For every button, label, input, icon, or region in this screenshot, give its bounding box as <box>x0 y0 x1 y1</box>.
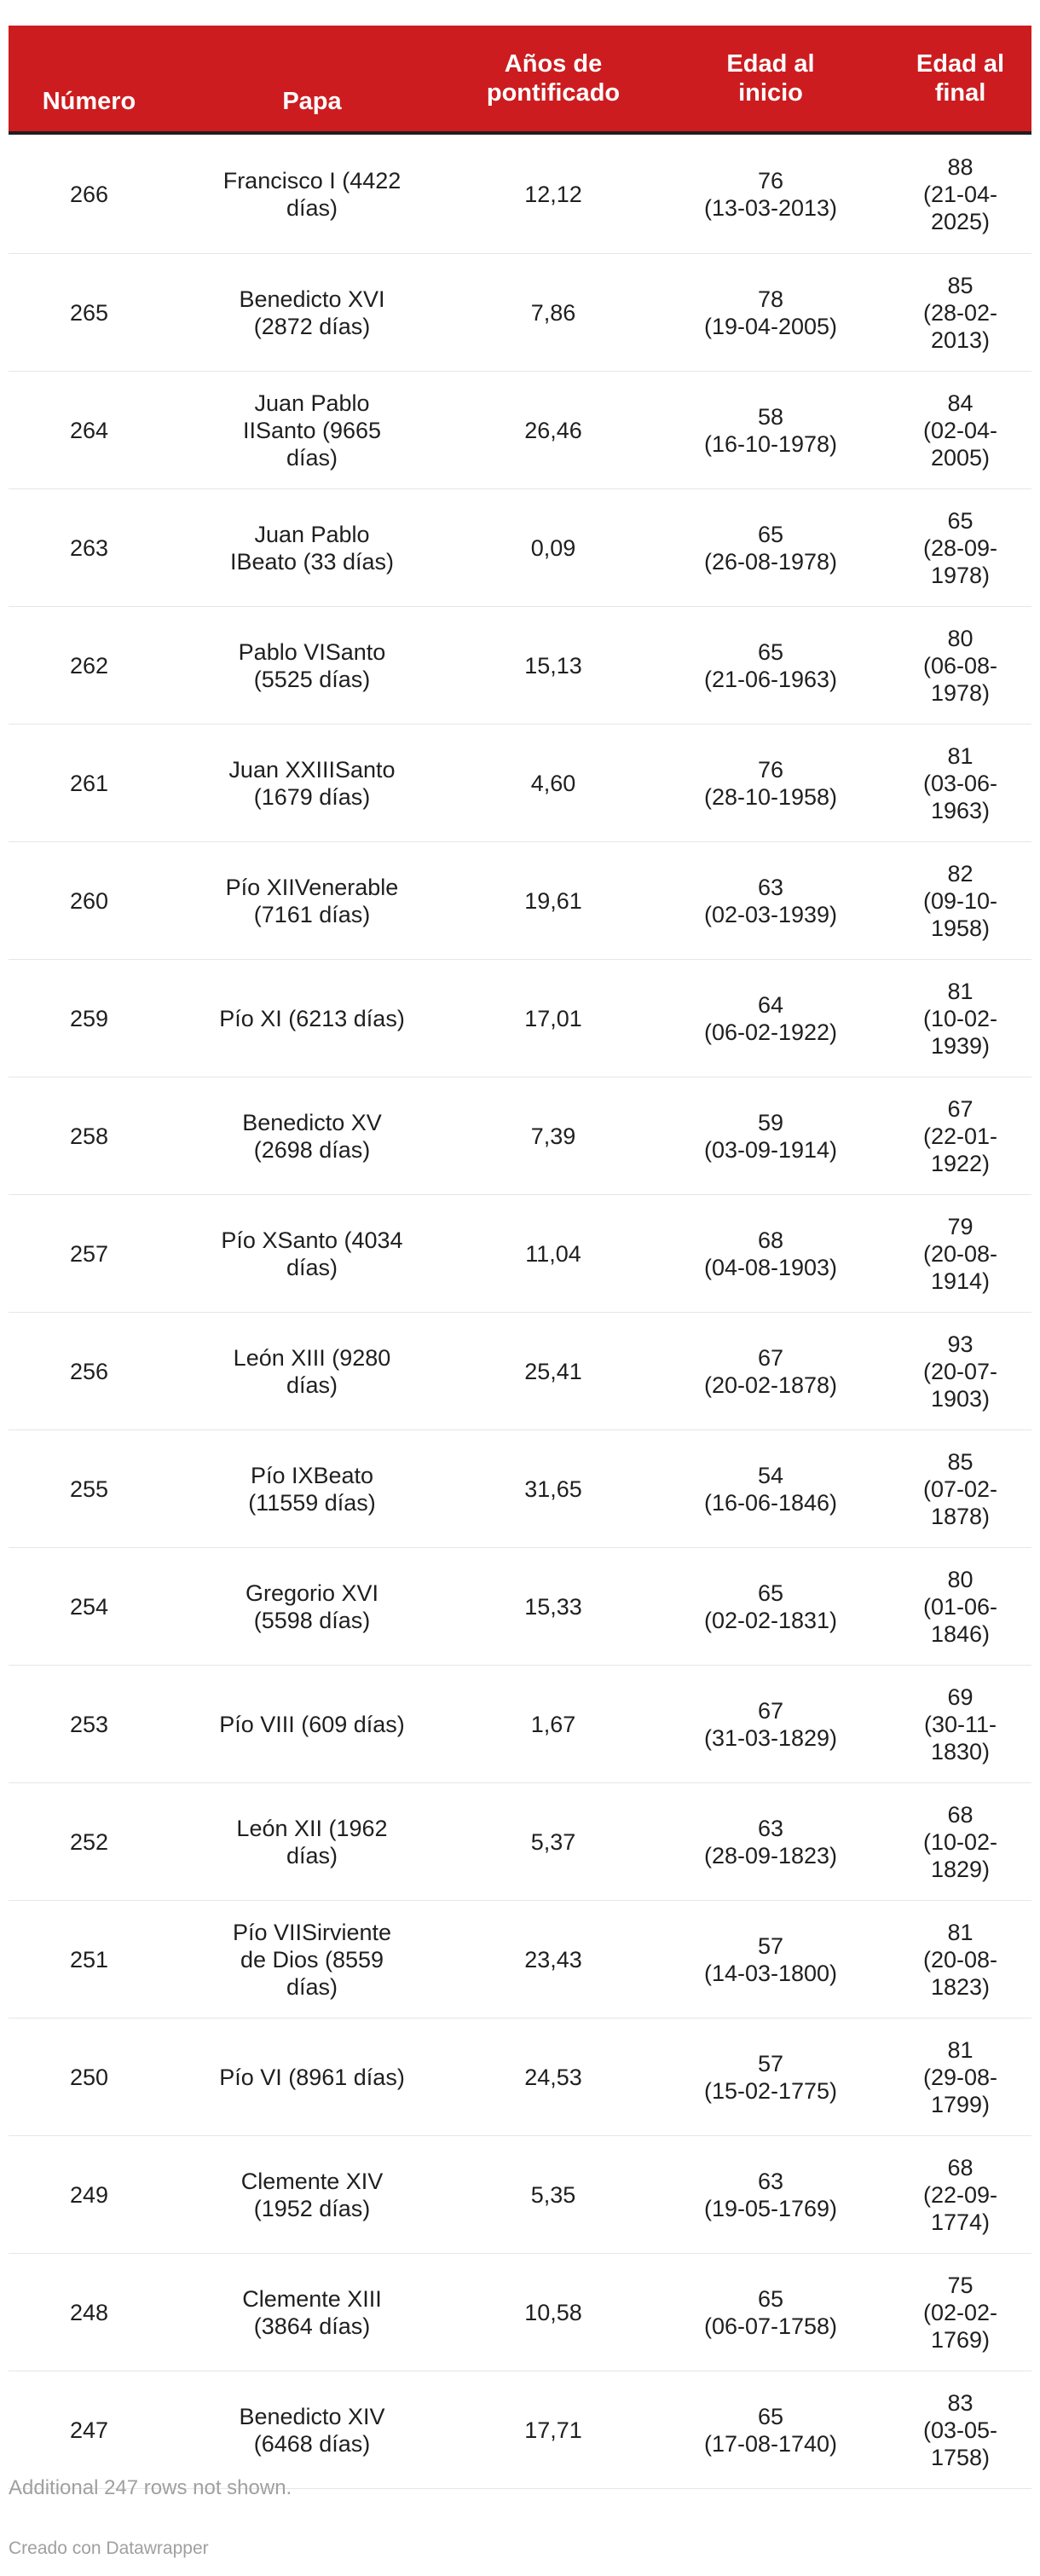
cell-papa-text: Benedicto XIV (6468 días) <box>239 2403 385 2457</box>
cell-numero <box>9 842 170 960</box>
cell-anos <box>454 2254 652 2371</box>
cell-anos <box>454 1548 652 1666</box>
cell-numero <box>9 133 170 254</box>
cell-final-text: 83 (03-05-1758) <box>922 2389 998 2470</box>
cell-papa <box>170 372 454 489</box>
cell-final-text: 69 (30-11-1830) <box>923 1684 997 1765</box>
cell-numero <box>9 1548 170 1666</box>
cell-inicio <box>652 1077 889 1195</box>
cell-numero-text: 256 <box>69 1358 109 1384</box>
cell-anos-text: 15,13 <box>524 652 582 679</box>
cell-final <box>889 1077 1031 1195</box>
cell-papa-text: Pío VIII (609 días) <box>219 1711 405 1737</box>
table-row <box>9 2019 1031 2136</box>
cell-anos-text: 7,39 <box>530 1123 576 1149</box>
cell-inicio <box>652 372 889 489</box>
table-row <box>9 1548 1031 1666</box>
cell-numero-text: 252 <box>69 1828 109 1855</box>
table-row <box>9 725 1031 842</box>
cell-numero <box>9 2019 170 2136</box>
table-row <box>9 254 1031 372</box>
cell-numero-text: 262 <box>69 652 109 679</box>
cell-papa <box>170 1666 454 1783</box>
header-row <box>9 26 1031 133</box>
cell-inicio <box>652 960 889 1077</box>
cell-final-text: 75 (02-02-1769) <box>922 2272 998 2353</box>
cell-numero <box>9 960 170 1077</box>
column-header-numero[interactable]: Número <box>9 26 170 133</box>
cell-final <box>889 607 1031 725</box>
cell-inicio <box>652 254 889 372</box>
cell-numero-text: 250 <box>69 2064 109 2090</box>
cell-anos-text: 23,43 <box>524 1946 582 1972</box>
cell-anos-text: 31,65 <box>524 1476 582 1502</box>
cell-anos-text: 25,41 <box>524 1358 582 1384</box>
cell-inicio <box>652 842 889 960</box>
table-row <box>9 607 1031 725</box>
cell-anos-text: 26,46 <box>524 417 582 443</box>
cell-inicio-text: 67 (31-03-1829) <box>703 1697 838 1751</box>
cell-papa <box>170 1195 454 1313</box>
cell-final-text: 67 (22-01-1922) <box>922 1095 998 1176</box>
cell-anos <box>454 725 652 842</box>
table-row <box>9 960 1031 1077</box>
cell-final <box>889 1548 1031 1666</box>
cell-final <box>889 842 1031 960</box>
cell-papa-text: Pablo VISanto (5525 días) <box>238 638 386 692</box>
cell-numero <box>9 1430 170 1548</box>
cell-final <box>889 254 1031 372</box>
cell-papa <box>170 607 454 725</box>
cell-anos <box>454 1195 652 1313</box>
cell-numero-text: 261 <box>69 770 109 796</box>
cell-papa <box>170 254 454 372</box>
cell-inicio-text: 63 (28-09-1823) <box>703 1815 838 1868</box>
cell-anos <box>454 2136 652 2254</box>
cell-anos <box>454 1313 652 1430</box>
table-row <box>9 2254 1031 2371</box>
cell-anos <box>454 133 652 254</box>
cell-final <box>889 725 1031 842</box>
cell-final-text: 93 (20-07-1903) <box>922 1331 998 1412</box>
cell-inicio-text: 78 (19-04-2005) <box>703 286 838 339</box>
cell-inicio-text: 65 (26-08-1978) <box>703 521 838 575</box>
cell-numero <box>9 489 170 607</box>
cell-numero-text: 249 <box>69 2181 109 2208</box>
cell-final-text: 85 (28-02-2013) <box>922 272 998 353</box>
table-row <box>9 1901 1031 2019</box>
cell-papa-text: Juan Pablo IBeato (33 días) <box>229 521 395 575</box>
cell-papa <box>170 2254 454 2371</box>
column-header-final-label: Edad al final <box>916 50 1005 107</box>
cell-papa <box>170 1548 454 1666</box>
cell-papa-text: Pío XI (6213 días) <box>219 1005 405 1031</box>
cell-final-text: 82 (09-10-1958) <box>922 860 998 941</box>
cell-anos <box>454 1783 652 1901</box>
cell-final <box>889 2019 1031 2136</box>
cell-inicio-text: 59 (03-09-1914) <box>703 1109 838 1163</box>
cell-anos <box>454 2371 652 2489</box>
cell-papa-text: León XIII (9280 días) <box>233 1344 391 1398</box>
cell-numero <box>9 2136 170 2254</box>
cell-anos <box>454 2019 652 2136</box>
cell-final <box>889 2254 1031 2371</box>
cell-anos <box>454 254 652 372</box>
table-row <box>9 1077 1031 1195</box>
cell-inicio-text: 65 (21-06-1963) <box>703 638 838 692</box>
cell-numero <box>9 725 170 842</box>
cell-inicio-text: 63 (02-03-1939) <box>703 874 838 927</box>
cell-final-text: 68 (10-02-1829) <box>922 1801 998 1882</box>
cell-papa <box>170 133 454 254</box>
table-body <box>9 133 1031 2489</box>
cell-anos-text: 4,60 <box>530 770 576 796</box>
cell-papa <box>170 2136 454 2254</box>
cell-papa <box>170 1901 454 2019</box>
cell-numero-text: 259 <box>69 1005 109 1031</box>
cell-numero-text: 257 <box>69 1240 109 1267</box>
cell-papa-text: Gregorio XVI (5598 días) <box>245 1580 379 1633</box>
column-header-final[interactable] <box>889 26 1031 133</box>
cell-anos-text: 0,09 <box>530 534 576 561</box>
cell-papa-text: Juan XXIIISanto (1679 días) <box>228 756 396 810</box>
cell-final-text: 65 (28-09-1978) <box>922 507 998 588</box>
cell-numero-text: 258 <box>69 1123 109 1149</box>
cell-final-text: 81 (29-08-1799) <box>922 2036 998 2117</box>
cell-anos-text: 1,67 <box>530 1711 576 1737</box>
cell-inicio-text: 65 (02-02-1831) <box>703 1580 838 1633</box>
table-row <box>9 372 1031 489</box>
cell-inicio-text: 67 (20-02-1878) <box>703 1344 838 1398</box>
cell-numero-text: 265 <box>69 299 109 326</box>
cell-papa-text: Pío VI (8961 días) <box>219 2064 405 2090</box>
cell-anos-text: 24,53 <box>524 2064 582 2090</box>
cell-final <box>889 1430 1031 1548</box>
cell-final <box>889 1666 1031 1783</box>
table-row <box>9 1783 1031 1901</box>
table-row <box>9 489 1031 607</box>
cell-papa-text: Clemente XIII (3864 días) <box>242 2285 382 2339</box>
cell-inicio-text: 65 (06-07-1758) <box>703 2285 838 2339</box>
cell-anos <box>454 1666 652 1783</box>
cell-final-text: 88 (21-04-2025) <box>922 153 998 234</box>
popes-table-container <box>9 26 1031 2489</box>
cell-numero <box>9 2371 170 2489</box>
datawrapper-credit: Creado con Datawrapper <box>9 2538 209 2558</box>
cell-numero <box>9 1313 170 1430</box>
cell-final-text: 80 (06-08-1978) <box>922 625 998 706</box>
cell-anos-text: 5,37 <box>530 1828 576 1855</box>
cell-final-text: 80 (01-06-1846) <box>922 1566 998 1647</box>
cell-anos <box>454 960 652 1077</box>
cell-numero-text: 264 <box>69 417 109 443</box>
table-row <box>9 1313 1031 1430</box>
cell-inicio-text: 76 (28-10-1958) <box>703 756 838 810</box>
cell-final <box>889 960 1031 1077</box>
cell-numero <box>9 1077 170 1195</box>
cell-anos <box>454 1901 652 2019</box>
cell-numero <box>9 372 170 489</box>
cell-inicio-text: 57 (14-03-1800) <box>703 1932 838 1986</box>
cell-numero-text: 253 <box>69 1711 109 1737</box>
cell-papa-text: Pío VIISirviente de Dios (8559 días) <box>232 1919 392 2000</box>
table-row <box>9 2371 1031 2489</box>
cell-final-text: 81 (10-02-1939) <box>922 978 998 1059</box>
column-header-inicio[interactable] <box>652 26 889 133</box>
cell-papa-text: Benedicto XVI (2872 días) <box>239 286 385 339</box>
cell-inicio <box>652 1666 889 1783</box>
cell-final-text: 84 (02-04-2005) <box>922 390 998 471</box>
cell-final-text: 81 (03-06-1963) <box>922 742 998 823</box>
cell-anos-text: 10,58 <box>524 2299 582 2325</box>
cell-numero-text: 254 <box>69 1593 109 1620</box>
cell-final <box>889 1783 1031 1901</box>
cell-papa-text: Benedicto XV (2698 días) <box>242 1109 382 1163</box>
cell-papa <box>170 842 454 960</box>
cell-anos <box>454 1077 652 1195</box>
table-row <box>9 2136 1031 2254</box>
cell-numero-text: 247 <box>69 2417 109 2443</box>
cell-anos-text: 5,35 <box>530 2181 576 2208</box>
cell-papa-text: León XII (1962 días) <box>236 1815 388 1868</box>
table-notes: Additional 247 rows not shown. <box>9 2476 292 2499</box>
cell-final <box>889 133 1031 254</box>
cell-final <box>889 372 1031 489</box>
cell-papa-text: Pío XSanto (4034 días) <box>221 1227 403 1280</box>
cell-papa <box>170 960 454 1077</box>
cell-anos <box>454 489 652 607</box>
cell-inicio <box>652 607 889 725</box>
cell-final <box>889 1901 1031 2019</box>
cell-final-text: 68 (22-09-1774) <box>922 2154 998 2235</box>
cell-papa <box>170 1313 454 1430</box>
cell-inicio <box>652 1548 889 1666</box>
cell-inicio <box>652 725 889 842</box>
cell-inicio <box>652 1901 889 2019</box>
cell-numero-text: 248 <box>69 2299 109 2325</box>
cell-papa-text: Pío IXBeato (11559 días) <box>248 1462 376 1516</box>
cell-numero-text: 266 <box>69 181 109 207</box>
cell-inicio <box>652 2254 889 2371</box>
cell-anos <box>454 372 652 489</box>
cell-numero <box>9 1666 170 1783</box>
cell-papa-text: Francisco I (4422 días) <box>222 167 402 221</box>
cell-numero <box>9 254 170 372</box>
cell-anos <box>454 1430 652 1548</box>
cell-anos-text: 15,33 <box>524 1593 582 1620</box>
cell-anos <box>454 842 652 960</box>
cell-inicio <box>652 2019 889 2136</box>
cell-papa <box>170 1430 454 1548</box>
cell-papa <box>170 489 454 607</box>
cell-numero-text: 260 <box>69 887 109 914</box>
cell-papa <box>170 1077 454 1195</box>
cell-anos-text: 17,01 <box>524 1005 582 1031</box>
cell-inicio <box>652 489 889 607</box>
column-header-anos-label: Años de pontificado <box>486 50 621 107</box>
cell-inicio-text: 68 (04-08-1903) <box>703 1227 838 1280</box>
cell-anos <box>454 607 652 725</box>
cell-inicio-text: 64 (06-02-1922) <box>703 991 838 1045</box>
cell-anos-text: 17,71 <box>524 2417 582 2443</box>
cell-final <box>889 1313 1031 1430</box>
cell-papa-text: Juan Pablo IISanto (9665 días) <box>242 390 382 471</box>
cell-numero-text: 263 <box>69 534 109 561</box>
cell-papa-text: Pío XIIVenerable (7161 días) <box>225 874 399 927</box>
cell-numero-text: 255 <box>69 1476 109 1502</box>
cell-inicio <box>652 1783 889 1901</box>
column-header-anos[interactable] <box>454 26 652 133</box>
cell-final <box>889 2371 1031 2489</box>
cell-numero <box>9 1901 170 2019</box>
table-header <box>9 26 1031 133</box>
cell-papa <box>170 1783 454 1901</box>
cell-final-text: 81 (20-08-1823) <box>922 1919 998 2000</box>
cell-inicio <box>652 1195 889 1313</box>
cell-papa-text: Clemente XIV (1952 días) <box>240 2168 384 2221</box>
cell-papa <box>170 2019 454 2136</box>
cell-inicio <box>652 1313 889 1430</box>
cell-inicio-text: 54 (16-06-1846) <box>703 1462 838 1516</box>
cell-inicio-text: 65 (17-08-1740) <box>703 2403 838 2457</box>
cell-numero <box>9 1195 170 1313</box>
table-row <box>9 133 1031 254</box>
table-row <box>9 1195 1031 1313</box>
cell-final-text: 79 (20-08-1914) <box>922 1213 998 1294</box>
cell-anos-text: 19,61 <box>524 887 582 914</box>
column-header-inicio-label: Edad al inicio <box>726 50 815 107</box>
cell-inicio <box>652 133 889 254</box>
table-row <box>9 842 1031 960</box>
cell-inicio <box>652 1430 889 1548</box>
cell-final <box>889 2136 1031 2254</box>
cell-inicio-text: 57 (15-02-1775) <box>703 2050 838 2104</box>
cell-numero-text: 251 <box>69 1946 109 1972</box>
column-header-papa[interactable]: Papa <box>170 26 454 133</box>
cell-inicio-text: 58 (16-10-1978) <box>703 403 838 457</box>
cell-numero <box>9 2254 170 2371</box>
cell-final <box>889 1195 1031 1313</box>
cell-anos-text: 12,12 <box>524 181 582 207</box>
cell-anos-text: 11,04 <box>525 1240 581 1267</box>
cell-inicio <box>652 2371 889 2489</box>
cell-anos-text: 7,86 <box>530 299 576 326</box>
cell-papa <box>170 725 454 842</box>
cell-inicio-text: 76 (13-03-2013) <box>703 167 838 221</box>
cell-final <box>889 489 1031 607</box>
cell-papa <box>170 2371 454 2489</box>
table-row <box>9 1430 1031 1548</box>
cell-inicio <box>652 2136 889 2254</box>
cell-inicio-text: 63 (19-05-1769) <box>703 2168 838 2221</box>
popes-table <box>9 26 1031 2489</box>
table-row <box>9 1666 1031 1783</box>
cell-final-text: 85 (07-02-1878) <box>922 1448 998 1529</box>
cell-numero <box>9 1783 170 1901</box>
cell-numero <box>9 607 170 725</box>
